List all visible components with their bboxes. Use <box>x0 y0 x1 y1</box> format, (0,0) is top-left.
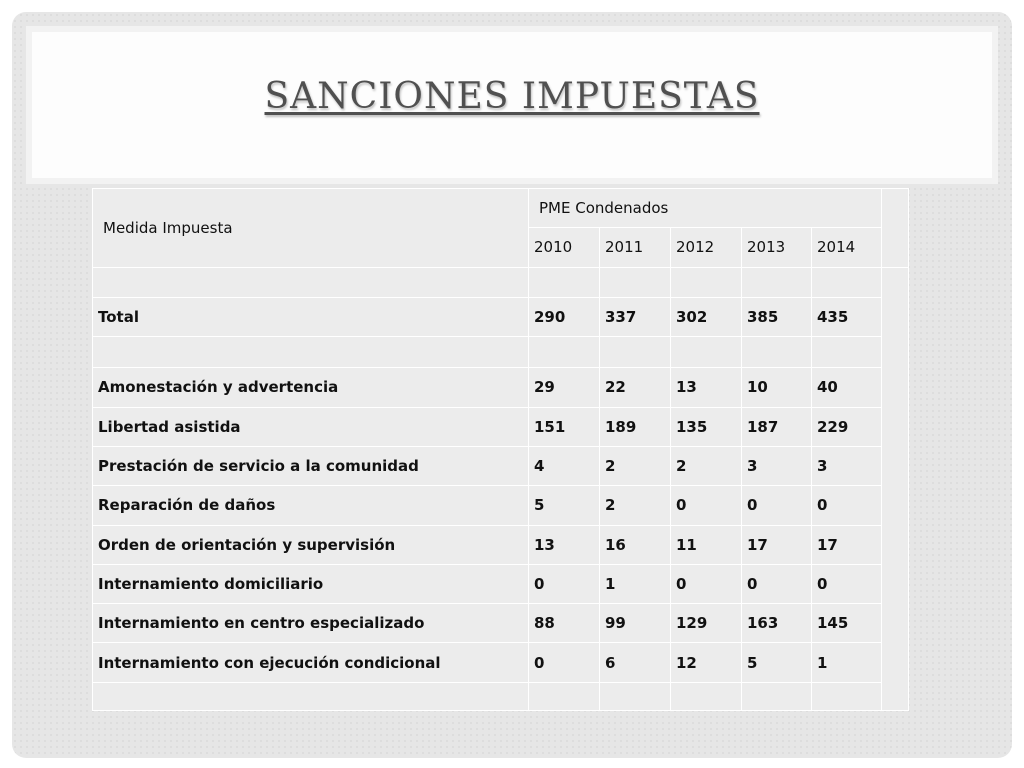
value-cell: 0 <box>742 564 812 603</box>
value-cell <box>671 682 742 710</box>
value-cell: 11 <box>671 525 742 564</box>
row-label <box>93 337 529 368</box>
value-cell <box>600 337 671 368</box>
group-header: PME Condenados <box>529 189 882 228</box>
value-cell: 88 <box>529 604 600 643</box>
value-cell <box>529 682 600 710</box>
sanctions-table <box>92 188 909 711</box>
value-cell: 6 <box>600 643 671 682</box>
value-cell: 17 <box>812 525 882 564</box>
value-cell <box>812 267 882 297</box>
value-cell: 1 <box>812 643 882 682</box>
value-cell <box>812 682 882 710</box>
value-cell: 2 <box>671 446 742 485</box>
row-label: Amonestación y advertencia <box>93 368 529 407</box>
table-row <box>93 337 909 368</box>
table-row <box>93 297 909 336</box>
table-row <box>93 407 909 446</box>
value-cell <box>671 267 742 297</box>
value-cell: 163 <box>742 604 812 643</box>
value-cell: 0 <box>742 486 812 525</box>
row-label: Internamiento domiciliario <box>93 564 529 603</box>
value-cell: 99 <box>600 604 671 643</box>
year-header: 2014 <box>812 228 882 267</box>
value-cell: 0 <box>529 564 600 603</box>
value-cell <box>671 337 742 368</box>
table-row <box>93 564 909 603</box>
value-cell: 189 <box>600 407 671 446</box>
value-cell: 5 <box>742 643 812 682</box>
value-cell: 0 <box>671 564 742 603</box>
value-cell: 337 <box>600 297 671 336</box>
value-cell: 0 <box>812 486 882 525</box>
value-cell: 302 <box>671 297 742 336</box>
table-body <box>93 189 909 711</box>
value-cell: 1 <box>600 564 671 603</box>
table-row <box>93 446 909 485</box>
slide <box>12 12 1012 758</box>
value-cell: 16 <box>600 525 671 564</box>
value-cell: 40 <box>812 368 882 407</box>
value-cell <box>600 267 671 297</box>
value-cell: 0 <box>671 486 742 525</box>
row-label: Prestación de servicio a la comunidad <box>93 446 529 485</box>
value-cell: 435 <box>812 297 882 336</box>
year-header: 2012 <box>671 228 742 267</box>
value-cell: 229 <box>812 407 882 446</box>
year-header: 2011 <box>600 228 671 267</box>
value-cell: 5 <box>529 486 600 525</box>
value-cell: 0 <box>812 564 882 603</box>
slide-title: SANCIONES IMPUESTAS <box>264 75 760 117</box>
row-label: Internamiento con ejecución condicional <box>93 643 529 682</box>
value-cell: 290 <box>529 297 600 336</box>
table-row <box>93 643 909 682</box>
measure-header: Medida Impuesta <box>93 189 529 268</box>
value-cell <box>600 682 671 710</box>
value-cell <box>812 337 882 368</box>
value-cell: 22 <box>600 368 671 407</box>
sanctions-table-container <box>92 188 908 711</box>
row-label: Total <box>93 297 529 336</box>
empty-header-cell <box>882 189 909 268</box>
value-cell <box>742 267 812 297</box>
value-cell: 13 <box>671 368 742 407</box>
value-cell: 13 <box>529 525 600 564</box>
value-cell: 187 <box>742 407 812 446</box>
row-label <box>93 267 529 297</box>
value-cell: 151 <box>529 407 600 446</box>
value-cell: 0 <box>529 643 600 682</box>
empty-side-column <box>882 267 909 710</box>
value-cell: 2 <box>600 486 671 525</box>
row-label: Libertad asistida <box>93 407 529 446</box>
value-cell <box>529 267 600 297</box>
value-cell <box>529 337 600 368</box>
value-cell: 2 <box>600 446 671 485</box>
table-row <box>93 486 909 525</box>
row-label <box>93 682 529 710</box>
value-cell: 3 <box>742 446 812 485</box>
table-row <box>93 604 909 643</box>
value-cell: 17 <box>742 525 812 564</box>
row-label: Internamiento en centro especializado <box>93 604 529 643</box>
table-row <box>93 368 909 407</box>
value-cell: 29 <box>529 368 600 407</box>
value-cell: 12 <box>671 643 742 682</box>
row-label: Reparación de daños <box>93 486 529 525</box>
value-cell: 3 <box>812 446 882 485</box>
value-cell <box>742 682 812 710</box>
year-header: 2010 <box>529 228 600 267</box>
value-cell: 129 <box>671 604 742 643</box>
value-cell <box>742 337 812 368</box>
table-row <box>93 682 909 710</box>
title-box <box>32 32 992 178</box>
value-cell: 4 <box>529 446 600 485</box>
header-row-group <box>93 189 909 228</box>
table-row <box>93 525 909 564</box>
value-cell: 145 <box>812 604 882 643</box>
value-cell: 10 <box>742 368 812 407</box>
value-cell: 135 <box>671 407 742 446</box>
row-label: Orden de orientación y supervisión <box>93 525 529 564</box>
value-cell: 385 <box>742 297 812 336</box>
table-row <box>93 267 909 297</box>
year-header: 2013 <box>742 228 812 267</box>
